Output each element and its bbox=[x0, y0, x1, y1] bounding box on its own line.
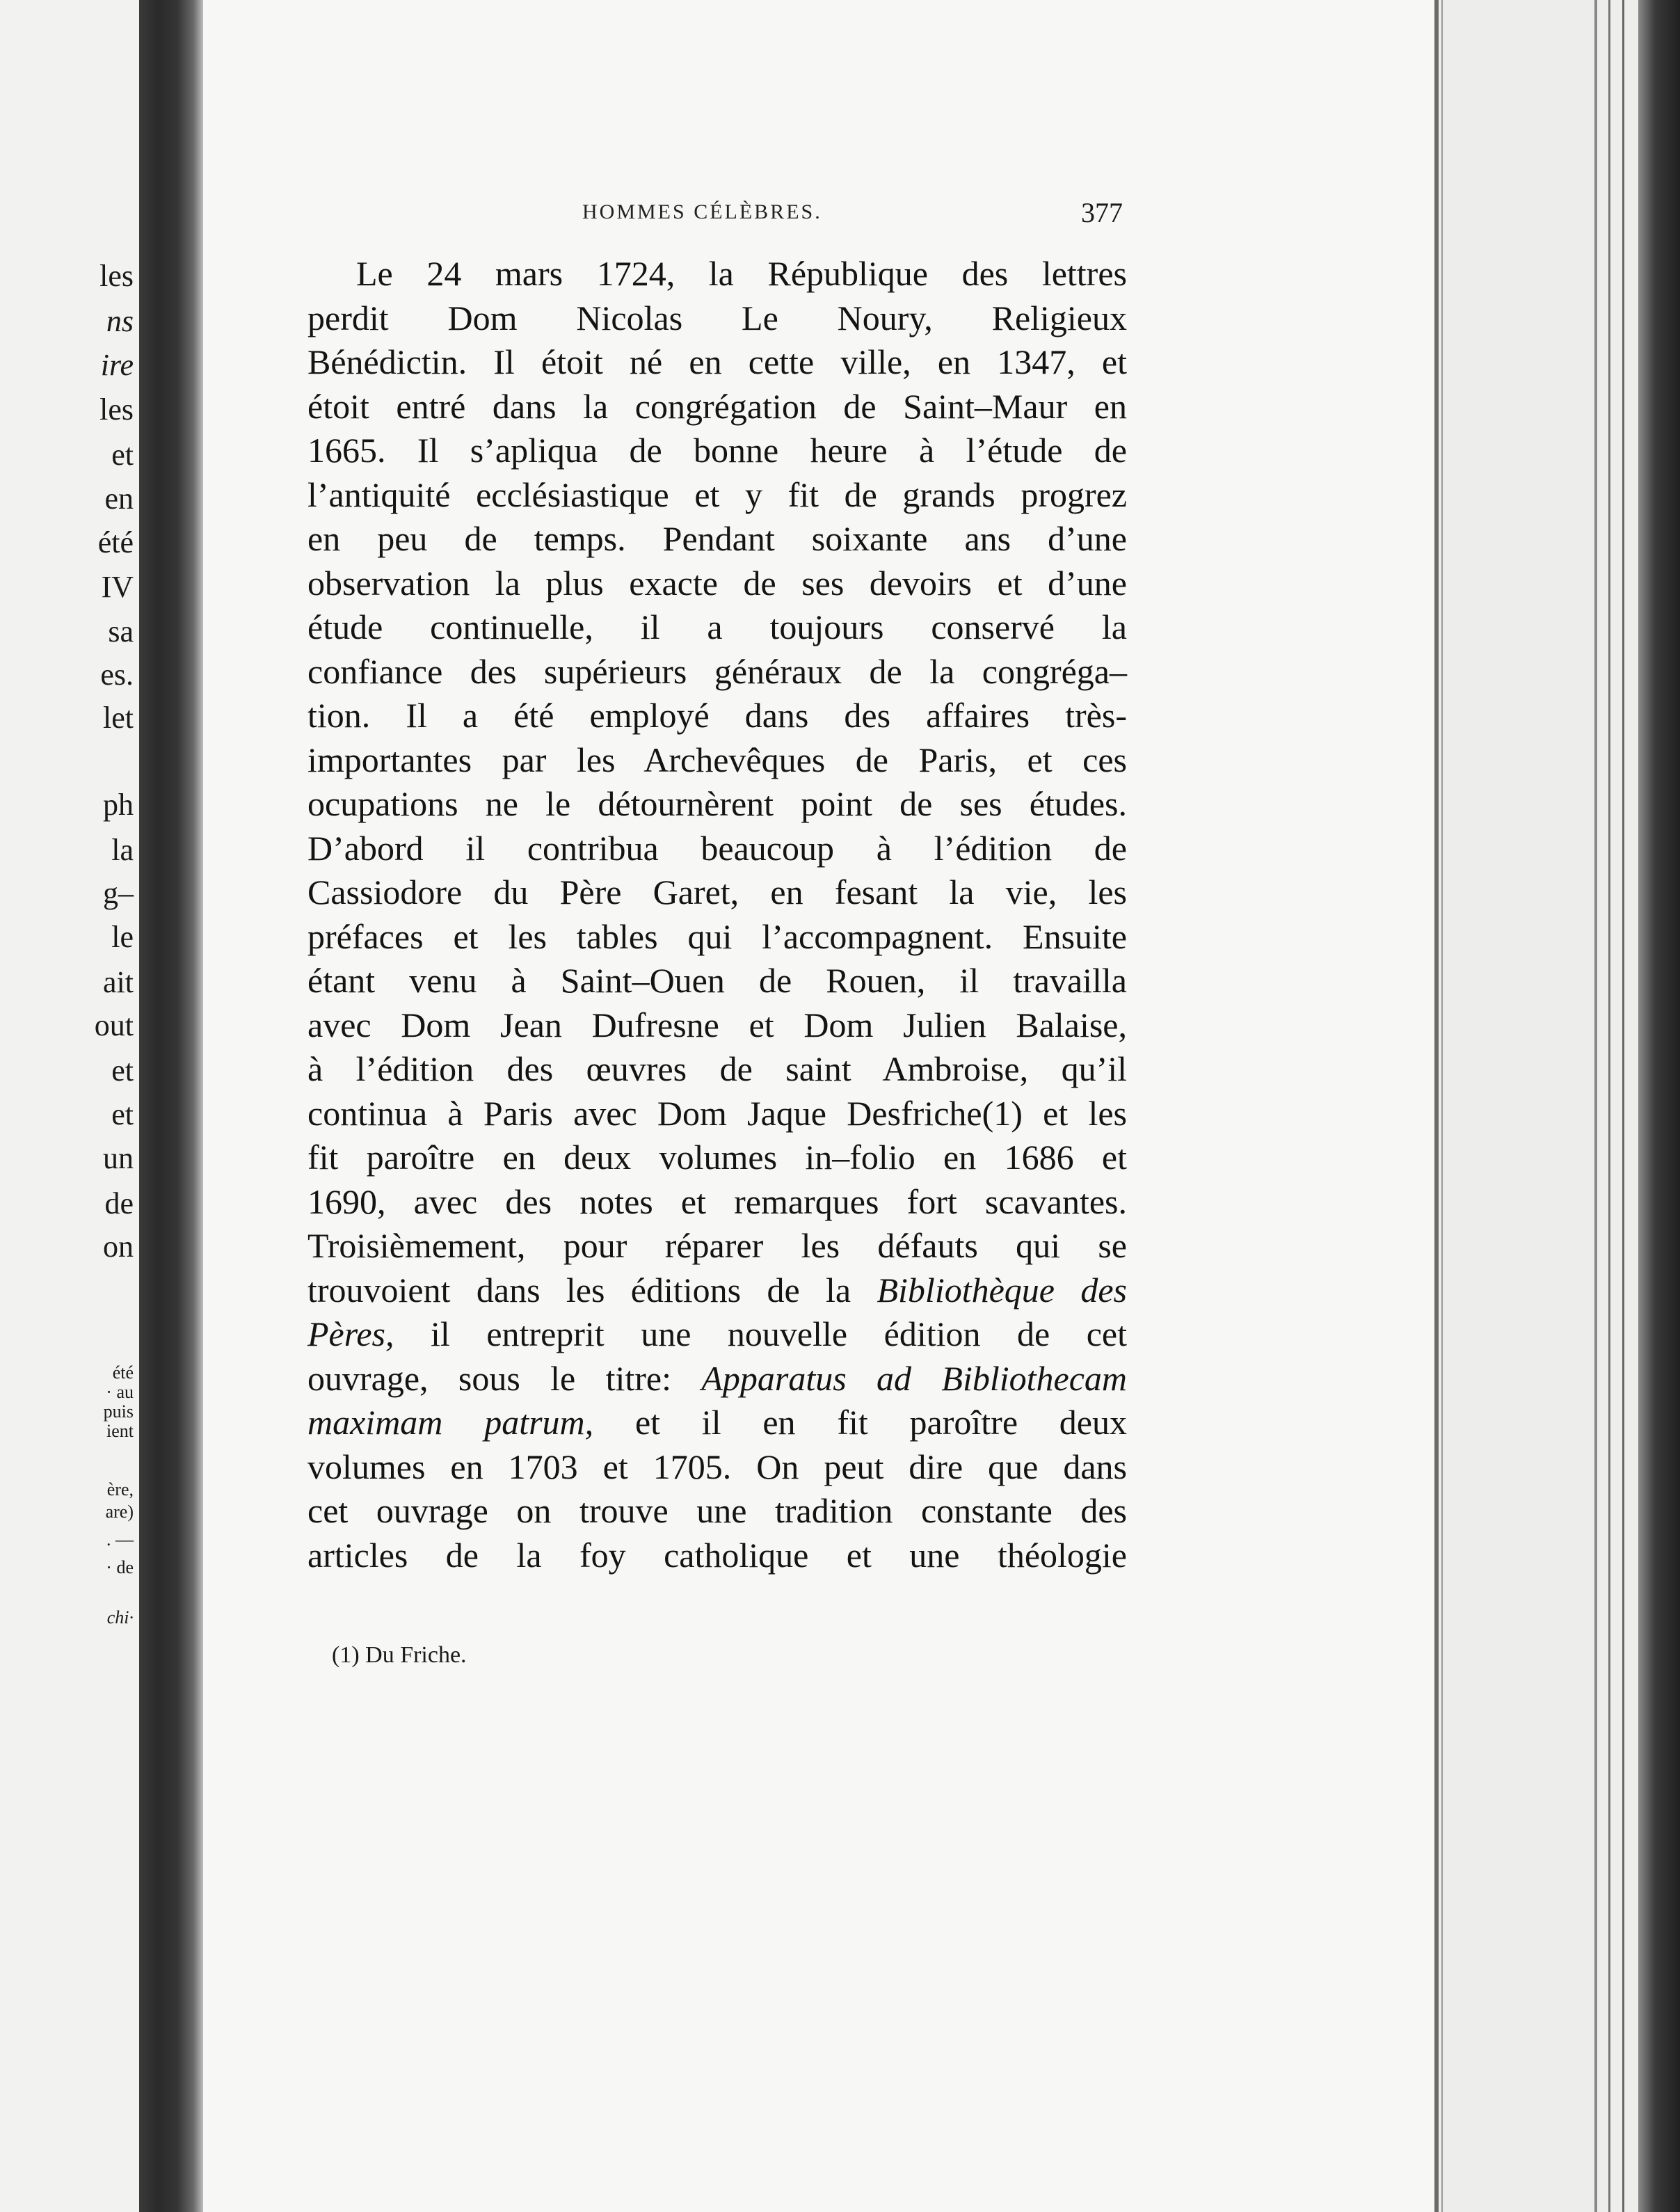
left-page-fragment: on bbox=[103, 1230, 134, 1264]
italic-title: maximam patrum, bbox=[307, 1403, 594, 1442]
left-page-fragment: de bbox=[104, 1186, 134, 1220]
italic-title: Pères, bbox=[307, 1314, 394, 1353]
text-line: étant venu à Saint–Ouen de Rouen, il travailla bbox=[307, 961, 1127, 1000]
left-page-fragment: les bbox=[99, 392, 134, 427]
text-line bbox=[307, 1312, 1127, 1357]
text-line: l’antiquité ecclésiastique et y fit de grands progrez bbox=[307, 475, 1127, 514]
left-page-fragment: un bbox=[103, 1141, 134, 1175]
left-page-fragment: les bbox=[99, 259, 134, 293]
left-page-footnote-fragment: . — bbox=[106, 1529, 134, 1550]
text-line bbox=[307, 1357, 1127, 1401]
text-line: tion. Il a été employé dans des affaires très- bbox=[307, 696, 1127, 735]
left-page-fragment: IV bbox=[101, 570, 134, 604]
left-page-fragment: le bbox=[111, 920, 134, 954]
left-facing-page bbox=[0, 0, 139, 2212]
body-text bbox=[307, 252, 1127, 1577]
left-page-footnote-fragment: are) bbox=[105, 1502, 134, 1522]
text-line: D’abord il contribua beaucoup à l’édition de bbox=[307, 828, 1127, 868]
text-line: Le 24 mars 1724, la République des lettres bbox=[356, 254, 1127, 293]
text-line: confiance des supérieurs généraux de la congréga– bbox=[307, 651, 1127, 691]
left-page-fragment: été bbox=[97, 525, 134, 559]
text-line: continua à Paris avec Dom Jaque Desfriche(1) et les bbox=[307, 1093, 1127, 1133]
text-line: 1665. Il s’apliqua de bonne heure à l’étude de bbox=[307, 431, 1127, 470]
left-page-fragment: ire bbox=[100, 348, 134, 382]
left-page-fragment: g– bbox=[103, 876, 134, 910]
book-gutter bbox=[139, 0, 203, 2212]
running-head bbox=[203, 197, 1434, 228]
text-line: volumes en 1703 et 1705. On peut dire que dans bbox=[307, 1447, 1127, 1486]
left-page-footnote-fragment: été bbox=[112, 1362, 134, 1383]
text-line: fit paroître en deux volumes in–folio en 1686 et bbox=[307, 1138, 1127, 1177]
text-line: importantes par les Archevêques de Paris, et ces bbox=[307, 740, 1127, 779]
page-number: 377 bbox=[1081, 197, 1123, 228]
text-line bbox=[307, 1401, 1127, 1445]
left-page-fragment: en bbox=[104, 482, 134, 516]
left-page-fragment: sa bbox=[108, 614, 134, 649]
left-page-fragment: out bbox=[94, 1008, 134, 1042]
page-edge-line bbox=[1622, 0, 1624, 2212]
left-page-fragment: et bbox=[111, 438, 134, 472]
text-line: Bénédictin. Il étoit né en cette ville, en 1347, et bbox=[307, 342, 1127, 381]
left-page-fragment: et bbox=[111, 1097, 134, 1131]
left-page-footnote-fragment: ère, bbox=[106, 1479, 134, 1499]
text-line: cet ouvrage on trouve une tradition constante des bbox=[307, 1491, 1127, 1530]
text-line: ocupations ne le détournèrent point de ses études. bbox=[307, 784, 1127, 823]
right-page-edges bbox=[1434, 0, 1680, 2212]
text-line: observation la plus exacte de ses devoirs et d’une bbox=[307, 563, 1127, 603]
left-page-fragment: et bbox=[111, 1053, 134, 1088]
text-line: articles de la foy catholique et une théologie bbox=[307, 1535, 1127, 1575]
text-line bbox=[307, 1268, 1127, 1313]
italic-title: Bibliothèque des bbox=[877, 1270, 1128, 1310]
left-page-fragment: ph bbox=[103, 788, 134, 822]
left-page-fragment: es. bbox=[100, 658, 134, 692]
text-line: préfaces et les tables qui l’accompagnent. Ensuite bbox=[307, 916, 1127, 956]
text-line: Cassiodore du Père Garet, en fesant la vie, les bbox=[307, 873, 1127, 912]
left-page-fragment: let bbox=[103, 701, 134, 735]
left-page-footnote-fragment: puis bbox=[103, 1401, 134, 1422]
left-page-footnote-fragment: chi· bbox=[106, 1607, 134, 1628]
left-page-fragment: ns bbox=[106, 304, 134, 338]
italic-title: Apparatus ad Bibliothecam bbox=[701, 1358, 1128, 1398]
page-edge-line bbox=[1434, 0, 1439, 2212]
text-segment: il entreprit une nouvelle édition de cet bbox=[431, 1314, 1128, 1353]
left-page-footnote-fragment: ient bbox=[106, 1421, 134, 1441]
page-edge-line bbox=[1441, 0, 1443, 2212]
running-title: HOMMES CÉLÈBRES. bbox=[582, 200, 822, 223]
text-line: étude continuelle, il a toujours conservé la bbox=[307, 607, 1127, 646]
text-line: en peu de temps. Pendant soixante ans d’une bbox=[307, 519, 1127, 558]
text-line: Troisièmement, pour réparer les défauts qui se bbox=[307, 1226, 1127, 1265]
text-line: perdit Dom Nicolas Le Noury, Religieux bbox=[307, 298, 1127, 337]
left-page-footnote-fragment: · de bbox=[106, 1557, 134, 1577]
left-page-fragment: ait bbox=[103, 965, 134, 999]
text-segment: trouvoient dans les éditions de la bbox=[307, 1270, 851, 1310]
text-segment: ouvrage, sous le titre: bbox=[307, 1358, 671, 1398]
text-line: avec Dom Jean Dufresne et Dom Julien Balaise, bbox=[307, 1005, 1127, 1044]
page-edge-line bbox=[1608, 0, 1610, 2212]
text-line: étoit entré dans la congrégation de Saint–Maur en bbox=[307, 386, 1127, 426]
text-line: à l’édition des œuvres de saint Ambroise, qu’il bbox=[307, 1049, 1127, 1088]
footnote: (1) Du Friche. bbox=[332, 1642, 467, 1668]
main-page bbox=[203, 0, 1434, 2212]
page-edge-line bbox=[1594, 0, 1597, 2212]
left-page-footnote-fragment: · au bbox=[106, 1382, 134, 1402]
left-page-fragment: la bbox=[111, 833, 134, 867]
text-line: 1690, avec des notes et remarques fort scavantes. bbox=[307, 1181, 1127, 1221]
binding-shadow bbox=[1638, 0, 1680, 2212]
text-segment: et il en fit paroître deux bbox=[634, 1403, 1127, 1442]
